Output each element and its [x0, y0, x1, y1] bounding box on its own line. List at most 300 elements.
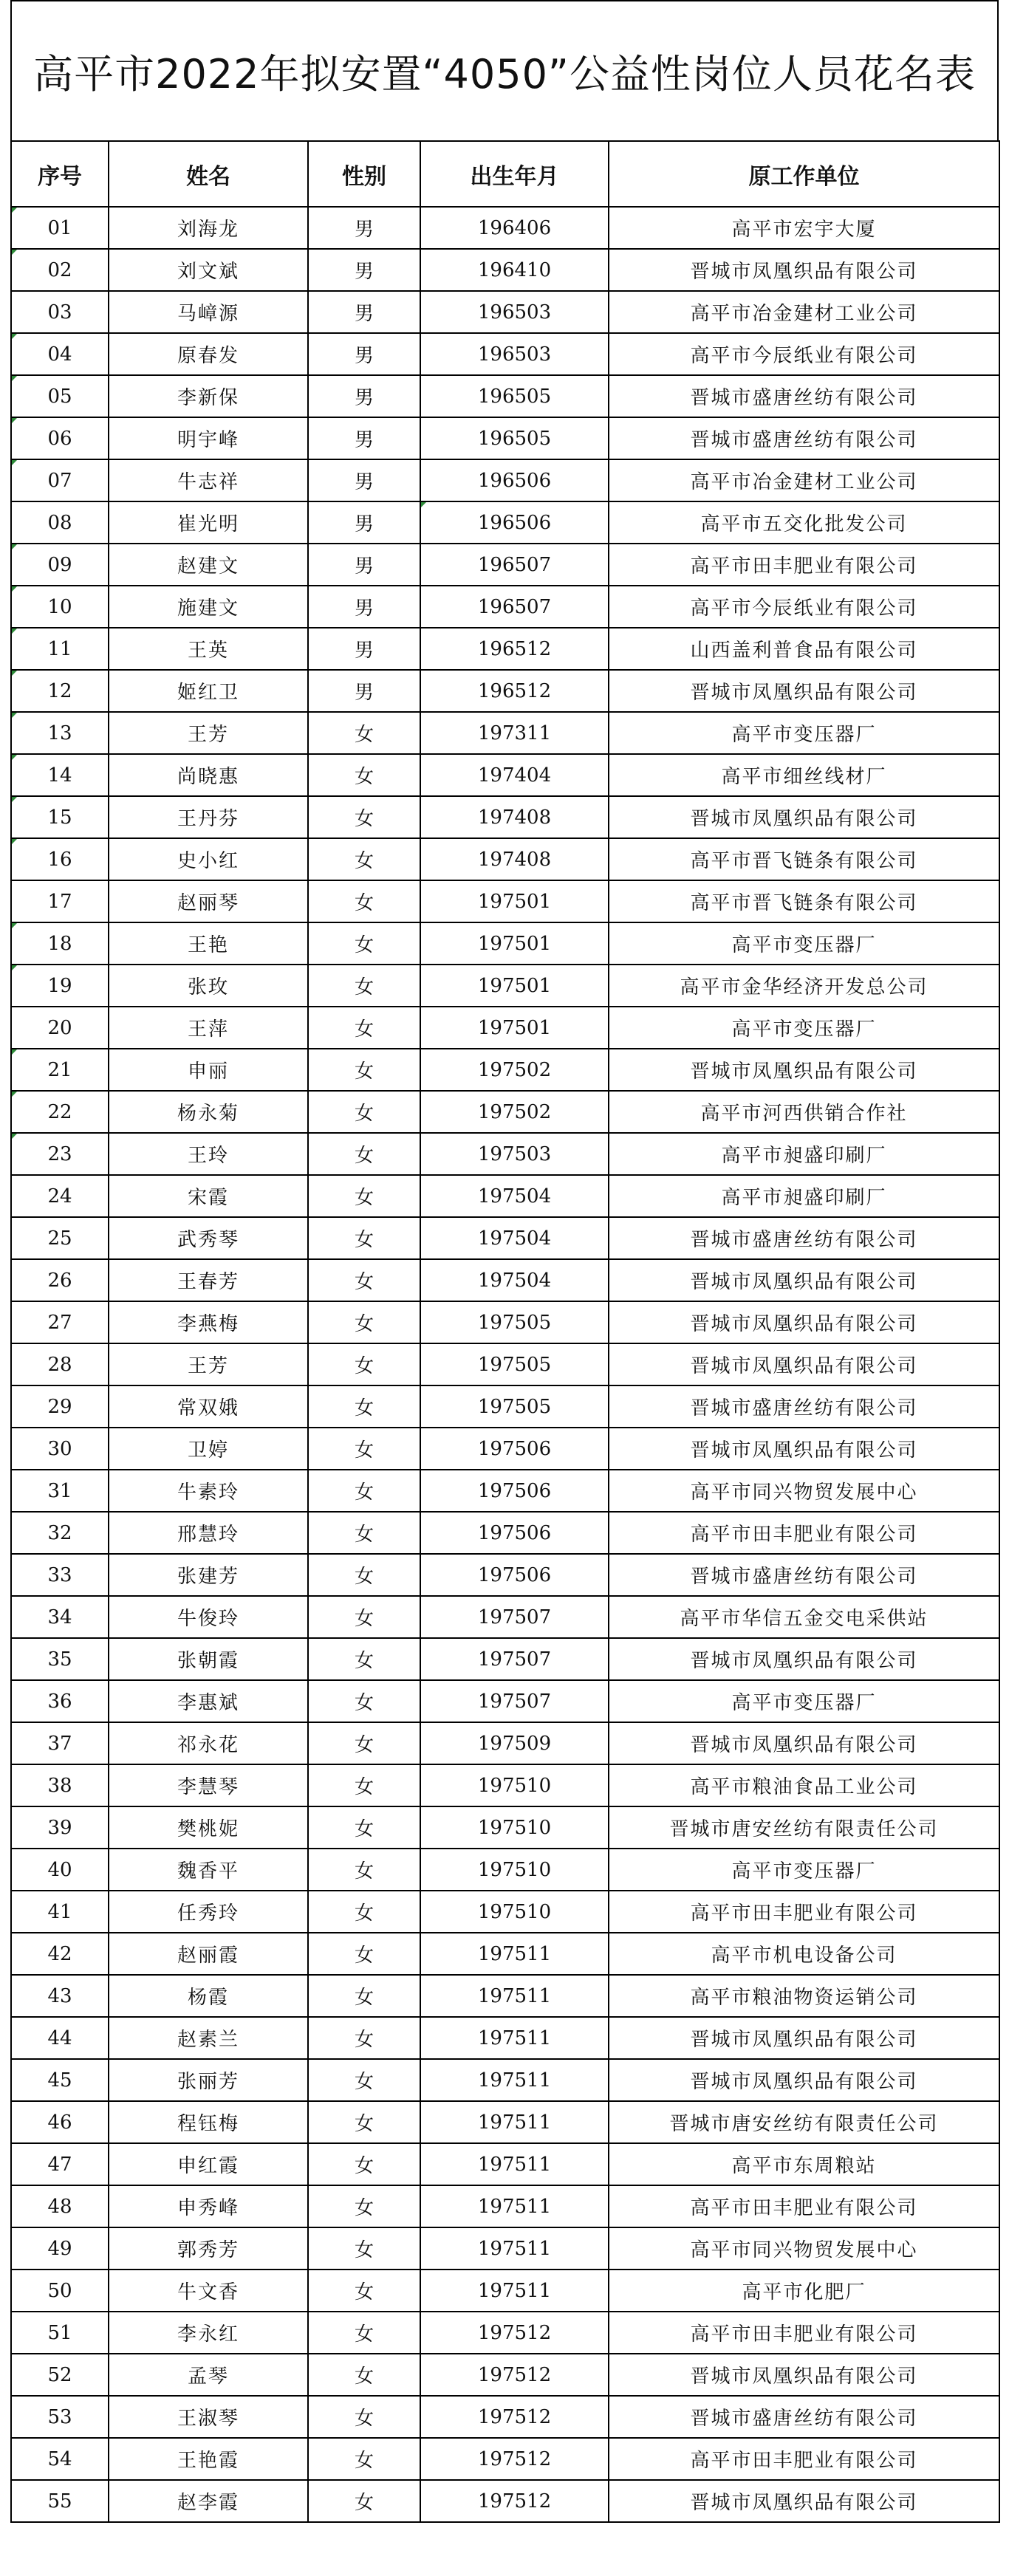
cell-no: 15: [11, 796, 109, 838]
cell-no: 53: [11, 2396, 109, 2438]
table-row: [11, 2185, 999, 2227]
cell-sex: 男: [308, 628, 420, 670]
cell-name: 刘文斌: [109, 249, 308, 291]
cell-name: 宋霞: [109, 1175, 308, 1217]
cell-no: 44: [11, 2017, 109, 2059]
cell-name: 赵李霞: [109, 2480, 308, 2522]
cell-no: 22: [11, 1091, 109, 1133]
cell-born: 197507: [420, 1638, 609, 1680]
table-row: [11, 375, 999, 417]
cell-sex: 女: [308, 796, 420, 838]
cell-no: 02: [11, 249, 109, 291]
cell-unit: 晋城市唐安丝纺有限责任公司: [609, 1806, 999, 1849]
cell-no: 13: [11, 712, 109, 754]
cell-sex: 女: [308, 2438, 420, 2480]
cell-born: 197311: [420, 712, 609, 754]
cell-no: 55: [11, 2480, 109, 2522]
cell-sex: 男: [308, 207, 420, 249]
cell-name: 卫婷: [109, 1428, 308, 1470]
table-row: [11, 2101, 999, 2143]
cell-no: 52: [11, 2354, 109, 2396]
cell-no: 30: [11, 1428, 109, 1470]
table-row: [11, 1133, 999, 1175]
cell-sex: 男: [308, 249, 420, 291]
cell-no: 46: [11, 2101, 109, 2143]
header-name: 姓名: [109, 141, 308, 207]
cell-no: 05: [11, 375, 109, 417]
cell-name: 杨霞: [109, 1975, 308, 2017]
table-row: [11, 249, 999, 291]
cell-name: 魏香平: [109, 1849, 308, 1891]
cell-name: 赵素兰: [109, 2017, 308, 2059]
cell-no: 43: [11, 1975, 109, 2017]
cell-sex: 女: [308, 2312, 420, 2354]
cell-born: 197512: [420, 2396, 609, 2438]
cell-unit: 高平市华信五金交电采供站: [609, 1596, 999, 1638]
cell-sex: 女: [308, 1554, 420, 1596]
cell-name: 牛素玲: [109, 1470, 308, 1512]
cell-unit: 高平市变压器厂: [609, 1849, 999, 1891]
cell-born: 197506: [420, 1554, 609, 1596]
cell-unit: 高平市化肥厂: [609, 2270, 999, 2312]
cell-sex: 女: [308, 2059, 420, 2101]
cell-unit: 高平市粮油物资运销公司: [609, 1975, 999, 2017]
cell-unit: 高平市河西供销合作社: [609, 1091, 999, 1133]
cell-no: 11: [11, 628, 109, 670]
cell-name: 赵建文: [109, 544, 308, 586]
cell-name: 王淑琴: [109, 2396, 308, 2438]
table-row: [11, 754, 999, 796]
cell-sex: 女: [308, 1470, 420, 1512]
cell-sex: 男: [308, 544, 420, 586]
cell-no: 36: [11, 1680, 109, 1722]
cell-no: 49: [11, 2227, 109, 2270]
cell-sex: 女: [308, 1343, 420, 1385]
table-row: [11, 1007, 999, 1049]
cell-name: 明宇峰: [109, 417, 308, 459]
table-row: [11, 207, 999, 249]
table-row: [11, 2270, 999, 2312]
cell-born: 197504: [420, 1217, 609, 1259]
cell-born: 197511: [420, 1933, 609, 1975]
cell-born: 197511: [420, 2143, 609, 2185]
cell-born: 197502: [420, 1049, 609, 1091]
cell-no: 24: [11, 1175, 109, 1217]
cell-name: 王玲: [109, 1133, 308, 1175]
cell-name: 王英: [109, 628, 308, 670]
cell-no: 08: [11, 501, 109, 544]
cell-unit: 晋城市凤凰织品有限公司: [609, 1343, 999, 1385]
table-row: [11, 838, 999, 880]
cell-no: 25: [11, 1217, 109, 1259]
table-header: [11, 141, 999, 207]
cell-no: 38: [11, 1764, 109, 1806]
cell-born: 197511: [420, 2059, 609, 2101]
cell-born: 196507: [420, 544, 609, 586]
cell-sex: 男: [308, 670, 420, 712]
cell-name: 李惠斌: [109, 1680, 308, 1722]
cell-name: 王芳: [109, 712, 308, 754]
table-row: [11, 1385, 999, 1428]
cell-sex: 女: [308, 1806, 420, 1849]
table-row: [11, 1428, 999, 1470]
cell-unit: 高平市五交化批发公司: [609, 501, 999, 544]
cell-unit: 高平市变压器厂: [609, 1680, 999, 1722]
table-row: [11, 1806, 999, 1849]
cell-born: 196507: [420, 586, 609, 628]
cell-sex: 女: [308, 1049, 420, 1091]
table-row: [11, 2438, 999, 2480]
cell-unit: 晋城市盛唐丝纺有限公司: [609, 375, 999, 417]
cell-name: 祁永花: [109, 1722, 308, 1764]
cell-born: 197507: [420, 1596, 609, 1638]
cell-name: 王艳: [109, 922, 308, 965]
cell-unit: 晋城市盛唐丝纺有限公司: [609, 417, 999, 459]
table-row: [11, 1722, 999, 1764]
cell-name: 李永红: [109, 2312, 308, 2354]
cell-born: 196410: [420, 249, 609, 291]
cell-sex: 女: [308, 1259, 420, 1301]
cell-no: 39: [11, 1806, 109, 1849]
cell-unit: 晋城市凤凰织品有限公司: [609, 1722, 999, 1764]
cell-no: 09: [11, 544, 109, 586]
table-row: [11, 291, 999, 333]
cell-born: 197505: [420, 1385, 609, 1428]
cell-sex: 女: [308, 1596, 420, 1638]
cell-unit: 山西盖利普食品有限公司: [609, 628, 999, 670]
table-row: [11, 586, 999, 628]
header-no: 序号: [11, 141, 109, 207]
cell-name: 姬红卫: [109, 670, 308, 712]
cell-name: 李慧琴: [109, 1764, 308, 1806]
header-unit: 原工作单位: [609, 141, 999, 207]
cell-unit: 晋城市凤凰织品有限公司: [609, 2354, 999, 2396]
cell-unit: 高平市昶盛印刷厂: [609, 1175, 999, 1217]
table-row: [11, 796, 999, 838]
cell-name: 刘海龙: [109, 207, 308, 249]
cell-unit: 高平市机电设备公司: [609, 1933, 999, 1975]
cell-unit: 晋城市凤凰织品有限公司: [609, 2059, 999, 2101]
cell-name: 张丽芳: [109, 2059, 308, 2101]
table-row: [11, 2312, 999, 2354]
cell-born: 197506: [420, 1428, 609, 1470]
cell-sex: 女: [308, 1638, 420, 1680]
cell-name: 申红霞: [109, 2143, 308, 2185]
cell-name: 张玫: [109, 965, 308, 1007]
table-row: [11, 1764, 999, 1806]
cell-born: 197510: [420, 1891, 609, 1933]
cell-sex: 女: [308, 2143, 420, 2185]
table-row: [11, 965, 999, 1007]
cell-sex: 女: [308, 1428, 420, 1470]
cell-unit: 高平市晋飞链条有限公司: [609, 880, 999, 922]
table-row: [11, 712, 999, 754]
table-row: [11, 2059, 999, 2101]
cell-unit: 晋城市盛唐丝纺有限公司: [609, 1385, 999, 1428]
cell-sex: 女: [308, 880, 420, 922]
cell-name: 孟琴: [109, 2354, 308, 2396]
cell-unit: 高平市粮油食品工业公司: [609, 1764, 999, 1806]
cell-unit: 晋城市凤凰织品有限公司: [609, 796, 999, 838]
cell-born: 197404: [420, 754, 609, 796]
cell-sex: 女: [308, 2354, 420, 2396]
table-row: [11, 417, 999, 459]
cell-name: 马嶂源: [109, 291, 308, 333]
table-row: [11, 628, 999, 670]
table-row: [11, 1849, 999, 1891]
title-box: [10, 0, 999, 140]
table-row: [11, 1554, 999, 1596]
table-row: [11, 2227, 999, 2270]
table-row: [11, 1891, 999, 1933]
cell-born: 196512: [420, 670, 609, 712]
cell-name: 杨永菊: [109, 1091, 308, 1133]
cell-born: 197504: [420, 1175, 609, 1217]
cell-no: 41: [11, 1891, 109, 1933]
cell-name: 赵丽霞: [109, 1933, 308, 1975]
cell-sex: 女: [308, 1007, 420, 1049]
cell-unit: 高平市同兴物贸发展中心: [609, 1470, 999, 1512]
cell-no: 51: [11, 2312, 109, 2354]
cell-no: 35: [11, 1638, 109, 1680]
cell-sex: 男: [308, 291, 420, 333]
table-row: [11, 459, 999, 501]
table-row: [11, 922, 999, 965]
cell-name: 施建文: [109, 586, 308, 628]
cell-no: 04: [11, 333, 109, 375]
table-row: [11, 1049, 999, 1091]
cell-name: 张建芳: [109, 1554, 308, 1596]
cell-no: 54: [11, 2438, 109, 2480]
cell-unit: 高平市田丰肥业有限公司: [609, 2312, 999, 2354]
cell-sex: 男: [308, 501, 420, 544]
table-row: [11, 1259, 999, 1301]
cell-no: 19: [11, 965, 109, 1007]
cell-name: 邢慧玲: [109, 1512, 308, 1554]
cell-no: 12: [11, 670, 109, 712]
cell-unit: 高平市冶金建材工业公司: [609, 459, 999, 501]
cell-no: 29: [11, 1385, 109, 1428]
cell-name: 王芳: [109, 1343, 308, 1385]
cell-sex: 女: [308, 1680, 420, 1722]
header-born: 出生年月: [420, 141, 609, 207]
cell-born: 196505: [420, 417, 609, 459]
cell-no: 27: [11, 1301, 109, 1343]
cell-unit: 晋城市凤凰织品有限公司: [609, 1428, 999, 1470]
cell-no: 18: [11, 922, 109, 965]
cell-no: 42: [11, 1933, 109, 1975]
cell-sex: 男: [308, 333, 420, 375]
cell-no: 31: [11, 1470, 109, 1512]
cell-unit: 高平市金华经济开发总公司: [609, 965, 999, 1007]
cell-name: 申丽: [109, 1049, 308, 1091]
cell-born: 197511: [420, 1975, 609, 2017]
cell-unit: 高平市冶金建材工业公司: [609, 291, 999, 333]
cell-no: 28: [11, 1343, 109, 1385]
table-row: [11, 2017, 999, 2059]
cell-sex: 女: [308, 1091, 420, 1133]
table-row: [11, 333, 999, 375]
cell-no: 03: [11, 291, 109, 333]
cell-name: 张朝霞: [109, 1638, 308, 1680]
cell-unit: 高平市今辰纸业有限公司: [609, 586, 999, 628]
cell-sex: 女: [308, 1217, 420, 1259]
cell-sex: 女: [308, 2017, 420, 2059]
cell-sex: 女: [308, 754, 420, 796]
cell-name: 牛俊玲: [109, 1596, 308, 1638]
cell-sex: 女: [308, 1933, 420, 1975]
cell-name: 崔光明: [109, 501, 308, 544]
cell-no: 32: [11, 1512, 109, 1554]
cell-name: 任秀玲: [109, 1891, 308, 1933]
cell-sex: 女: [308, 1849, 420, 1891]
cell-name: 王丹芬: [109, 796, 308, 838]
cell-born: 197511: [420, 2101, 609, 2143]
cell-unit: 高平市变压器厂: [609, 712, 999, 754]
cell-born: 196503: [420, 333, 609, 375]
cell-no: 50: [11, 2270, 109, 2312]
cell-no: 23: [11, 1133, 109, 1175]
table-row: [11, 2143, 999, 2185]
cell-born: 197512: [420, 2312, 609, 2354]
cell-unit: 高平市变压器厂: [609, 922, 999, 965]
cell-born: 197408: [420, 838, 609, 880]
cell-sex: 男: [308, 459, 420, 501]
table-row: [11, 1512, 999, 1554]
cell-born: 196406: [420, 207, 609, 249]
table-row: [11, 1933, 999, 1975]
table-row: [11, 2480, 999, 2522]
cell-name: 樊桃妮: [109, 1806, 308, 1849]
cell-born: 197502: [420, 1091, 609, 1133]
cell-born: 197506: [420, 1512, 609, 1554]
table-row: [11, 1301, 999, 1343]
cell-no: 20: [11, 1007, 109, 1049]
table-row: [11, 2354, 999, 2396]
cell-sex: 女: [308, 1764, 420, 1806]
cell-born: 196506: [420, 459, 609, 501]
cell-unit: 高平市今辰纸业有限公司: [609, 333, 999, 375]
cell-unit: 晋城市盛唐丝纺有限公司: [609, 1217, 999, 1259]
table-row: [11, 1638, 999, 1680]
cell-no: 37: [11, 1722, 109, 1764]
cell-sex: 女: [308, 1175, 420, 1217]
roster-table: [10, 140, 1000, 2523]
cell-no: 01: [11, 207, 109, 249]
cell-name: 尚晓惠: [109, 754, 308, 796]
cell-born: 196512: [420, 628, 609, 670]
cell-born: 197511: [420, 2227, 609, 2270]
cell-unit: 高平市宏宇大厦: [609, 207, 999, 249]
table-row: [11, 1217, 999, 1259]
cell-unit: 高平市变压器厂: [609, 1007, 999, 1049]
header-row: [11, 141, 999, 207]
cell-sex: 女: [308, 922, 420, 965]
cell-unit: 高平市田丰肥业有限公司: [609, 2438, 999, 2480]
cell-unit: 晋城市凤凰织品有限公司: [609, 1301, 999, 1343]
cell-unit: 晋城市凤凰织品有限公司: [609, 249, 999, 291]
header-sex: 性别: [308, 141, 420, 207]
page-title: 高平市2022年拟安置“4050”公益性岗位人员花名表: [33, 50, 976, 97]
cell-name: 史小红: [109, 838, 308, 880]
cell-no: 21: [11, 1049, 109, 1091]
cell-no: 16: [11, 838, 109, 880]
cell-no: 26: [11, 1259, 109, 1301]
cell-unit: 晋城市凤凰织品有限公司: [609, 1259, 999, 1301]
table-row: [11, 544, 999, 586]
cell-sex: 女: [308, 2270, 420, 2312]
cell-sex: 女: [308, 1975, 420, 2017]
table-row: [11, 2396, 999, 2438]
cell-unit: 晋城市凤凰织品有限公司: [609, 1638, 999, 1680]
cell-born: 197505: [420, 1343, 609, 1385]
cell-unit: 高平市田丰肥业有限公司: [609, 544, 999, 586]
cell-sex: 女: [308, 2101, 420, 2143]
table-row: [11, 501, 999, 544]
table-row: [11, 1975, 999, 2017]
cell-sex: 男: [308, 417, 420, 459]
cell-unit: 高平市东周粮站: [609, 2143, 999, 2185]
cell-name: 李新保: [109, 375, 308, 417]
cell-unit: 高平市同兴物贸发展中心: [609, 2227, 999, 2270]
cell-born: 197501: [420, 922, 609, 965]
cell-no: 34: [11, 1596, 109, 1638]
cell-sex: 女: [308, 2227, 420, 2270]
cell-sex: 女: [308, 2480, 420, 2522]
cell-no: 06: [11, 417, 109, 459]
table-row: [11, 1470, 999, 1512]
cell-name: 常双娥: [109, 1385, 308, 1428]
cell-born: 197506: [420, 1470, 609, 1512]
cell-sex: 女: [308, 2396, 420, 2438]
cell-born: 197511: [420, 2017, 609, 2059]
cell-no: 14: [11, 754, 109, 796]
table-row: [11, 1343, 999, 1385]
cell-sex: 女: [308, 965, 420, 1007]
cell-born: 197510: [420, 1849, 609, 1891]
cell-name: 原春发: [109, 333, 308, 375]
cell-name: 王春芳: [109, 1259, 308, 1301]
cell-born: 197510: [420, 1806, 609, 1849]
cell-born: 197501: [420, 1007, 609, 1049]
cell-no: 10: [11, 586, 109, 628]
cell-sex: 女: [308, 838, 420, 880]
cell-unit: 高平市田丰肥业有限公司: [609, 1891, 999, 1933]
cell-name: 王艳霞: [109, 2438, 308, 2480]
cell-born: 197501: [420, 880, 609, 922]
cell-born: 197512: [420, 2438, 609, 2480]
table-row: [11, 1175, 999, 1217]
cell-no: 40: [11, 1849, 109, 1891]
cell-name: 牛文香: [109, 2270, 308, 2312]
cell-no: 33: [11, 1554, 109, 1596]
cell-unit: 晋城市凤凰织品有限公司: [609, 2017, 999, 2059]
cell-name: 王萍: [109, 1007, 308, 1049]
cell-sex: 男: [308, 375, 420, 417]
table-row: [11, 1680, 999, 1722]
cell-born: 196505: [420, 375, 609, 417]
cell-born: 197505: [420, 1301, 609, 1343]
cell-sex: 女: [308, 1722, 420, 1764]
cell-unit: 高平市昶盛印刷厂: [609, 1133, 999, 1175]
cell-sex: 女: [308, 1512, 420, 1554]
cell-name: 程钰梅: [109, 2101, 308, 2143]
cell-born: 197512: [420, 2480, 609, 2522]
table-body: [11, 207, 999, 2522]
cell-born: 197504: [420, 1259, 609, 1301]
cell-unit: 晋城市凤凰织品有限公司: [609, 1049, 999, 1091]
cell-born: 196503: [420, 291, 609, 333]
